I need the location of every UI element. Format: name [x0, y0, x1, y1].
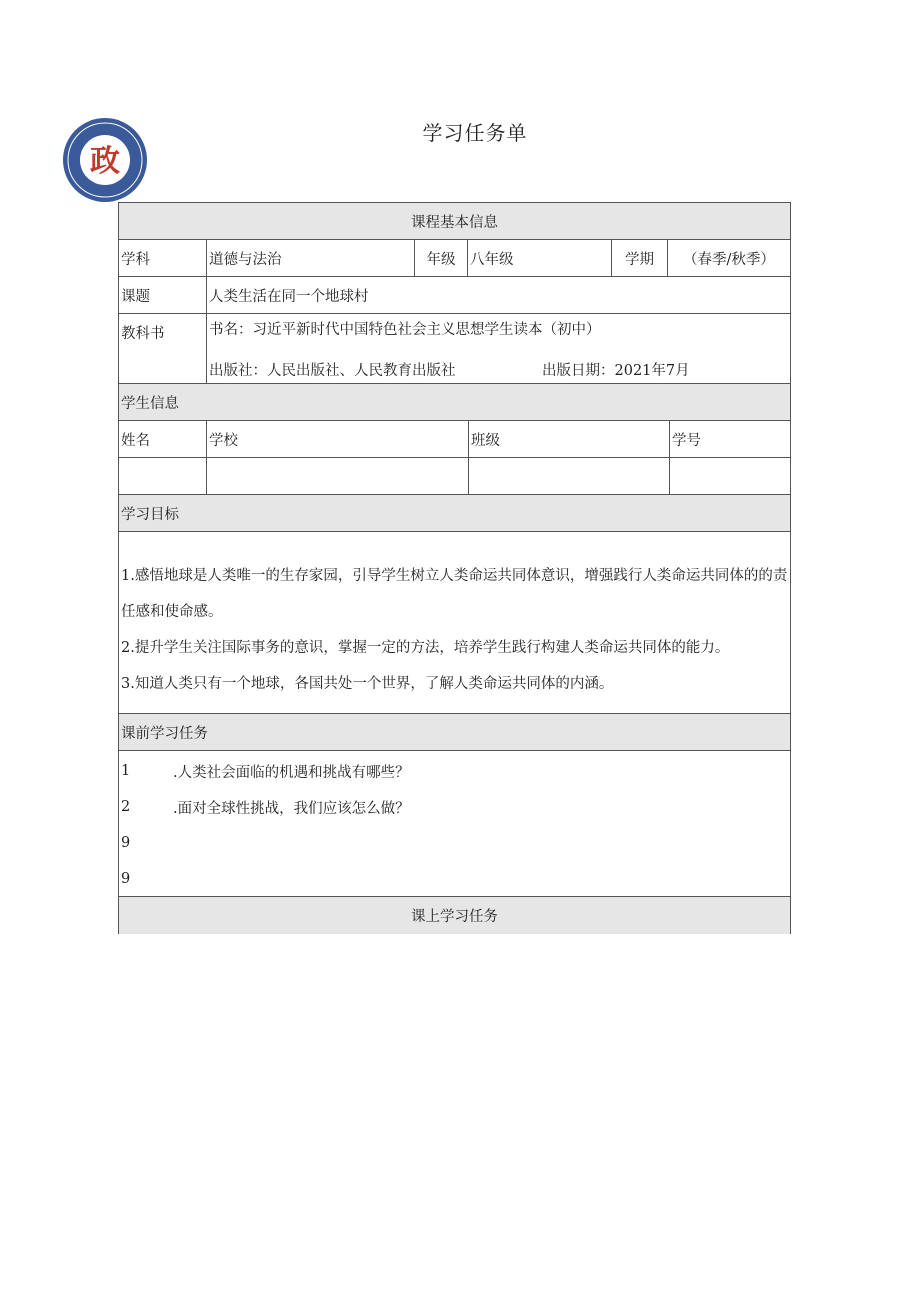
textbook-publish-date: 出版日期：2021年7月	[542, 362, 690, 379]
subject-label: 学科	[119, 240, 207, 276]
pre-task-item	[121, 753, 788, 789]
pre-task-number: 1	[121, 763, 131, 779]
goal-item: 3.知道人类只有一个地球，各国共处一个世界，了解人类命运共同体的内涵。	[121, 676, 614, 692]
pre-tasks-header-row	[119, 714, 790, 751]
textbook-publish-line	[209, 359, 788, 380]
class-input[interactable]	[469, 458, 670, 494]
pre-task-item	[121, 825, 788, 861]
student-info-labels-row	[119, 421, 790, 458]
topic-value: 人类生活在同一个地球村	[209, 288, 369, 305]
pre-task-number: 9	[121, 871, 131, 887]
term-label: 学期	[612, 240, 668, 276]
grade-label: 年级	[415, 240, 468, 276]
student-info-input-row	[119, 458, 790, 495]
textbook-name: 书名：习近平新时代中国特色社会主义思想学生读本（初中）	[209, 321, 601, 338]
in-class-header-row	[119, 897, 790, 934]
school-label: 学校	[207, 421, 469, 457]
student-info-header: 学生信息	[119, 384, 790, 420]
goals-header: 学习目标	[119, 495, 790, 531]
pre-task-text: .面对全球性挑战，我们应该怎么做？	[173, 800, 410, 817]
goals-content-row	[119, 532, 790, 714]
task-sheet-table	[118, 202, 791, 934]
pre-tasks-list	[119, 751, 790, 896]
pre-task-text: .人类社会面临的机遇和挑战有哪些？	[173, 764, 410, 781]
name-input[interactable]	[119, 458, 207, 494]
in-class-header: 课上学习任务	[119, 897, 790, 934]
page-title: 学习任务单	[422, 121, 528, 145]
pre-tasks-content-row	[119, 751, 790, 897]
name-label: 姓名	[119, 421, 207, 457]
pre-task-item	[121, 789, 788, 825]
grade-value: 八年级	[468, 240, 612, 276]
course-info-header-row	[119, 203, 790, 240]
school-input[interactable]	[207, 458, 469, 494]
term-value: （春季/秋季）	[683, 251, 775, 268]
subject-row	[119, 240, 790, 277]
goal-item: 1.感悟地球是人类唯一的生存家园，引导学生树立人类命运共同体意识，增强践行人类命运共同体的的责任感和使命感。	[121, 568, 788, 620]
textbook-label: 教科书	[119, 314, 207, 383]
pre-task-number: 2	[121, 799, 131, 815]
course-info-header: 课程基本信息	[119, 203, 790, 239]
goals-header-row	[119, 495, 790, 532]
class-label: 班级	[469, 421, 670, 457]
pre-tasks-header: 课前学习任务	[119, 714, 790, 750]
topic-label: 课题	[119, 277, 207, 313]
goals-list	[119, 532, 790, 713]
logo-glyph: 政	[90, 144, 120, 179]
pre-task-item	[121, 861, 788, 897]
textbook-publisher: 出版社：人民出版社、人民教育出版社	[209, 362, 456, 379]
textbook-row	[119, 314, 790, 384]
goal-item: 2.提升学生关注国际事务的意识，掌握一定的方法，培养学生践行构建人类命运共同体的能力。	[121, 640, 730, 656]
student-info-header-row	[119, 384, 790, 421]
pre-task-number: 9	[121, 835, 131, 851]
student-id-label: 学号	[672, 432, 701, 449]
topic-row	[119, 277, 790, 314]
textbook-info	[207, 314, 790, 383]
student-id-input[interactable]	[670, 458, 790, 494]
subject-value: 道德与法治	[207, 240, 415, 276]
